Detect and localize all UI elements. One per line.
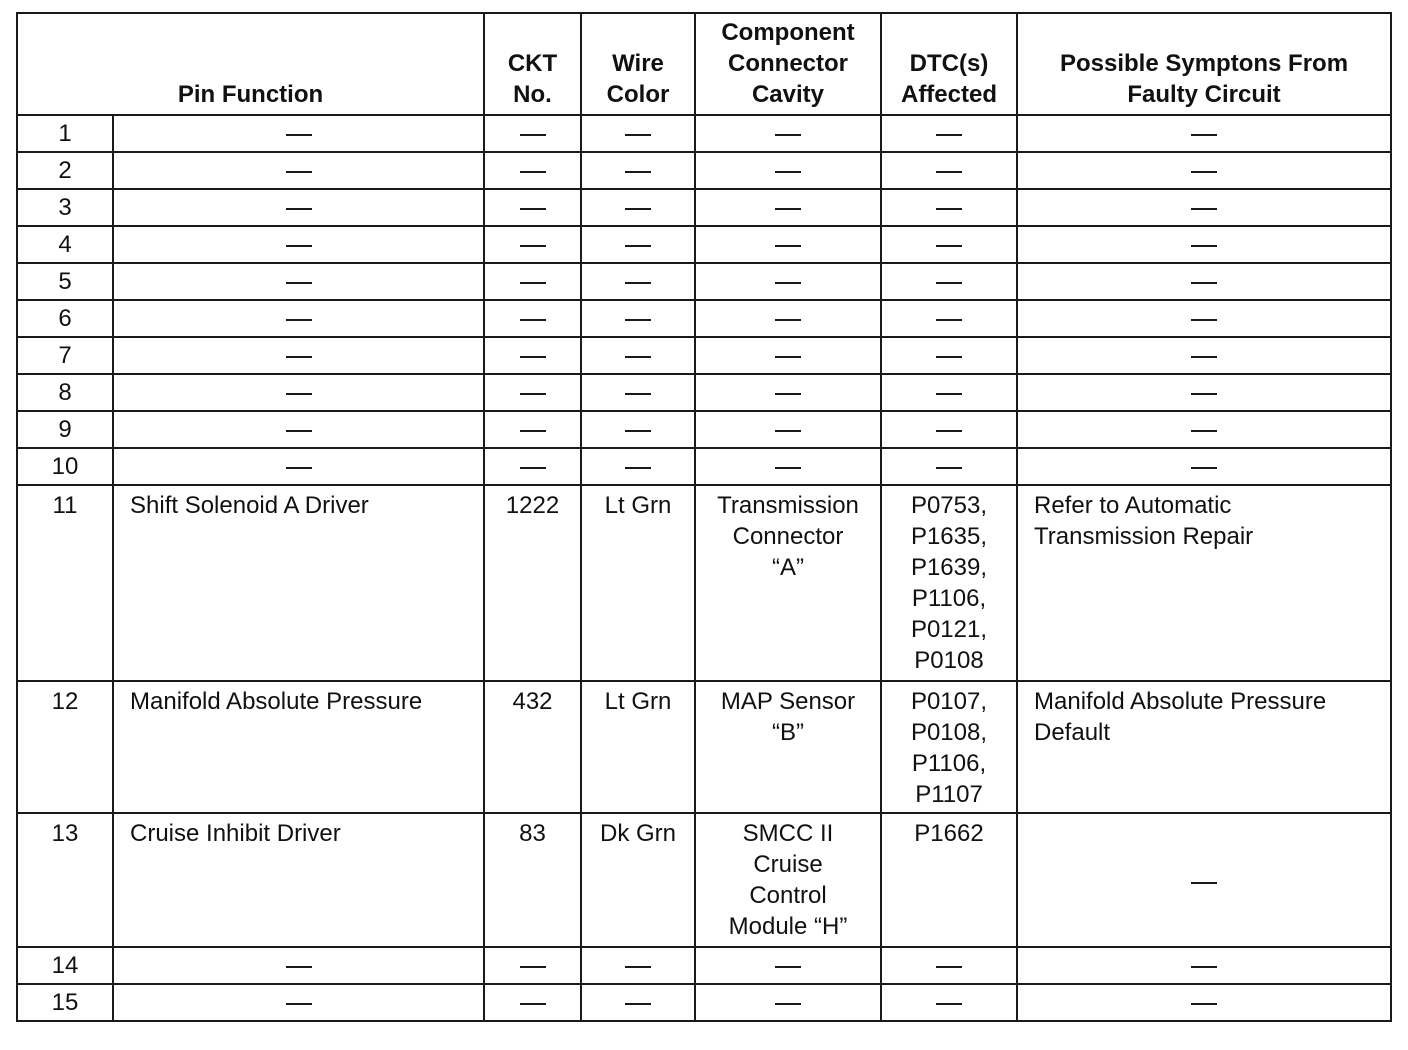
- dash-cell: [484, 337, 581, 374]
- dtc-code: P1639,: [910, 554, 988, 581]
- pin-number: 9: [17, 411, 113, 448]
- dash-cell: [881, 300, 1017, 337]
- pin-function-cell: Shift Solenoid A Driver: [113, 485, 484, 681]
- dash-mark: [936, 467, 962, 469]
- pin-number: 1: [17, 115, 113, 152]
- dash-cell: [881, 226, 1017, 263]
- header-wire-color-line: Color: [606, 81, 670, 108]
- header-pin-function: [17, 13, 484, 115]
- dtcs-cell: [881, 813, 1017, 947]
- dash-mark: [286, 134, 312, 136]
- table-body: [17, 115, 1391, 1021]
- ckt-no-cell: 83: [484, 813, 581, 947]
- pin-number: 11: [17, 485, 113, 681]
- dash-cell: [581, 189, 695, 226]
- dash-cell: [484, 374, 581, 411]
- dash-cell: [1017, 947, 1391, 984]
- pin-number: 7: [17, 337, 113, 374]
- dash-mark: [625, 282, 651, 284]
- dash-mark: [286, 356, 312, 358]
- dash-cell: [484, 115, 581, 152]
- dash-cell: [581, 226, 695, 263]
- dash-cell: [881, 947, 1017, 984]
- dash-mark: [625, 966, 651, 968]
- wire-color-cell: Lt Grn: [581, 681, 695, 813]
- dash-mark: [625, 356, 651, 358]
- dash-mark: [625, 171, 651, 173]
- table-row: [17, 189, 1391, 226]
- dash-mark: [286, 1003, 312, 1005]
- dash-cell: [1017, 152, 1391, 189]
- cavity-line: Transmission: [717, 492, 859, 519]
- dash-cell: [881, 152, 1017, 189]
- dash-cell: [113, 189, 484, 226]
- dash-mark: [1191, 208, 1217, 210]
- dash-mark: [286, 430, 312, 432]
- dash-mark: [520, 319, 546, 321]
- pin-number: 4: [17, 226, 113, 263]
- symptom-line: Refer to Automatic: [1034, 492, 1232, 519]
- dash-cell: [1017, 115, 1391, 152]
- symptom-line: Default: [1034, 719, 1111, 746]
- dash-mark: [775, 393, 801, 395]
- dash-mark: [520, 245, 546, 247]
- pin-function-table: [16, 12, 1392, 1022]
- dash-mark: [775, 134, 801, 136]
- dash-mark: [520, 134, 546, 136]
- header-pin-function-label: Pin Function: [177, 81, 324, 108]
- dash-mark: [775, 430, 801, 432]
- symptom-line: Transmission Repair: [1034, 523, 1254, 550]
- header-ckt-no: [484, 13, 581, 115]
- dash-cell: [484, 152, 581, 189]
- table-row: [17, 300, 1391, 337]
- cavity-line: SMCC II: [742, 820, 834, 847]
- ckt-no-cell: 1222: [484, 485, 581, 681]
- dash-cell: [695, 984, 881, 1021]
- dash-cell: [113, 984, 484, 1021]
- dash-cell: [881, 448, 1017, 485]
- dash-cell: [113, 226, 484, 263]
- dash-cell: [581, 115, 695, 152]
- dash-cell: [1017, 263, 1391, 300]
- wire-color-cell: Dk Grn: [581, 813, 695, 947]
- table-row: [17, 263, 1391, 300]
- dash-cell: [881, 984, 1017, 1021]
- header-ckt-no-line: No.: [513, 81, 552, 108]
- dash-cell: [881, 263, 1017, 300]
- dash-mark: [1191, 171, 1217, 173]
- pin-number: 8: [17, 374, 113, 411]
- dash-cell: [695, 300, 881, 337]
- dash-cell: [695, 226, 881, 263]
- dash-mark: [625, 208, 651, 210]
- table-row: [17, 152, 1391, 189]
- dash-cell: [484, 984, 581, 1021]
- dash-mark: [286, 966, 312, 968]
- dash-mark: [625, 430, 651, 432]
- dash-cell: [1017, 984, 1391, 1021]
- dash-cell: [695, 374, 881, 411]
- cavity-line: “B”: [772, 719, 804, 746]
- dash-mark: [1191, 134, 1217, 136]
- cavity-line: “A”: [772, 554, 804, 581]
- dash-cell: [113, 263, 484, 300]
- dash-cell: [484, 263, 581, 300]
- dash-mark: [936, 245, 962, 247]
- dash-mark: [1191, 882, 1217, 884]
- dash-mark: [1191, 319, 1217, 321]
- symptoms-cell: [1017, 813, 1391, 947]
- dash-mark: [936, 208, 962, 210]
- symptom-line: Manifold Absolute Pressure: [1034, 688, 1327, 715]
- header-ckt-no-line: CKT: [507, 50, 558, 77]
- dtc-code: P1107: [915, 781, 983, 808]
- table-row-pin-11: [17, 485, 1391, 681]
- dash-mark: [286, 393, 312, 395]
- header-dtcs-affected: [881, 13, 1017, 115]
- dash-mark: [520, 282, 546, 284]
- header-symptoms-line: Possible Symptons From: [1059, 50, 1349, 77]
- table-row: [17, 947, 1391, 984]
- dash-mark: [625, 393, 651, 395]
- dtc-code: P0108,: [910, 719, 988, 746]
- dash-cell: [695, 152, 881, 189]
- header-component-connector-cavity: [695, 13, 881, 115]
- header-symptoms-line: Faulty Circuit: [1127, 81, 1281, 108]
- dash-cell: [1017, 374, 1391, 411]
- dtc-code: P1106,: [911, 750, 987, 777]
- dash-mark: [936, 171, 962, 173]
- pin-function-cell: Manifold Absolute Pressure: [113, 681, 484, 813]
- dash-mark: [286, 319, 312, 321]
- table-row: [17, 984, 1391, 1021]
- dtcs-cell: [881, 681, 1017, 813]
- dash-cell: [581, 984, 695, 1021]
- dash-mark: [936, 356, 962, 358]
- dash-cell: [581, 947, 695, 984]
- header-possible-symptoms: [1017, 13, 1391, 115]
- pin-number: 13: [17, 813, 113, 947]
- dash-mark: [625, 134, 651, 136]
- pin-number: 6: [17, 300, 113, 337]
- dash-mark: [625, 319, 651, 321]
- dtc-code: P1662: [914, 820, 984, 847]
- dash-mark: [520, 171, 546, 173]
- dash-cell: [1017, 189, 1391, 226]
- dtc-code: P1106,: [911, 585, 987, 612]
- header-cavity-line: Component: [721, 19, 855, 46]
- dtc-code: P0108: [914, 647, 984, 674]
- dash-mark: [775, 171, 801, 173]
- cavity-line: Cruise: [753, 851, 823, 878]
- dash-mark: [1191, 245, 1217, 247]
- table-row: [17, 374, 1391, 411]
- dash-mark: [625, 467, 651, 469]
- dtc-code: P0753,: [910, 492, 988, 519]
- dash-cell: [881, 189, 1017, 226]
- dash-mark: [520, 356, 546, 358]
- table-row-pin-13: [17, 813, 1391, 947]
- dash-mark: [775, 245, 801, 247]
- dash-cell: [484, 300, 581, 337]
- dash-mark: [286, 208, 312, 210]
- dash-mark: [1191, 966, 1217, 968]
- table-row: [17, 226, 1391, 263]
- symptoms-cell: [1017, 681, 1391, 813]
- dash-cell: [1017, 448, 1391, 485]
- dash-mark: [625, 1003, 651, 1005]
- dash-cell: [581, 448, 695, 485]
- dash-cell: [113, 300, 484, 337]
- dash-cell: [1017, 226, 1391, 263]
- dash-cell: [695, 411, 881, 448]
- cavity-line: MAP Sensor: [720, 688, 856, 715]
- dash-mark: [520, 966, 546, 968]
- ckt-no-cell: 432: [484, 681, 581, 813]
- table-row: [17, 411, 1391, 448]
- wire-color-cell: Lt Grn: [581, 485, 695, 681]
- dash-cell: [695, 263, 881, 300]
- cavity-line: Module “H”: [728, 913, 848, 940]
- dash-cell: [581, 263, 695, 300]
- dash-mark: [1191, 356, 1217, 358]
- dash-cell: [581, 152, 695, 189]
- dash-mark: [936, 966, 962, 968]
- dash-cell: [484, 448, 581, 485]
- pin-number: 5: [17, 263, 113, 300]
- pin-number: 15: [17, 984, 113, 1021]
- dash-cell: [1017, 411, 1391, 448]
- table-row: [17, 115, 1391, 152]
- pin-number: 2: [17, 152, 113, 189]
- dash-cell: [695, 115, 881, 152]
- dash-mark: [1191, 467, 1217, 469]
- dash-mark: [1191, 393, 1217, 395]
- dash-mark: [775, 319, 801, 321]
- dash-cell: [113, 115, 484, 152]
- dash-cell: [113, 448, 484, 485]
- dash-mark: [775, 966, 801, 968]
- header-cavity-line: Cavity: [751, 81, 825, 108]
- dash-mark: [775, 208, 801, 210]
- pin-number: 10: [17, 448, 113, 485]
- dash-mark: [775, 282, 801, 284]
- dash-mark: [775, 1003, 801, 1005]
- symptoms-cell: [1017, 485, 1391, 681]
- pin-number: 12: [17, 681, 113, 813]
- dash-cell: [881, 411, 1017, 448]
- dash-mark: [286, 282, 312, 284]
- dash-mark: [936, 282, 962, 284]
- pin-number: 3: [17, 189, 113, 226]
- dash-cell: [484, 411, 581, 448]
- header-cavity-line: Connector: [728, 50, 848, 77]
- connector-cavity-cell: [695, 813, 881, 947]
- dash-mark: [936, 319, 962, 321]
- cavity-line: Connector: [732, 523, 844, 550]
- dash-mark: [520, 393, 546, 395]
- table-row-pin-12: [17, 681, 1391, 813]
- dtcs-cell: [881, 485, 1017, 681]
- dash-mark: [936, 1003, 962, 1005]
- connector-cavity-cell: [695, 681, 881, 813]
- dash-mark: [520, 467, 546, 469]
- dash-cell: [881, 115, 1017, 152]
- pin-table-sheet: [16, 12, 1390, 1022]
- dash-mark: [936, 430, 962, 432]
- table-row: [17, 448, 1391, 485]
- dash-cell: [881, 374, 1017, 411]
- dtc-code: P1635,: [910, 523, 988, 550]
- header-row: [17, 13, 1391, 115]
- dash-mark: [936, 134, 962, 136]
- dash-mark: [520, 208, 546, 210]
- dash-cell: [113, 947, 484, 984]
- dash-mark: [1191, 282, 1217, 284]
- dash-mark: [286, 467, 312, 469]
- dtc-code: P0121,: [910, 616, 988, 643]
- dash-cell: [113, 411, 484, 448]
- dash-mark: [286, 171, 312, 173]
- dash-mark: [936, 393, 962, 395]
- dash-mark: [520, 1003, 546, 1005]
- dash-cell: [581, 374, 695, 411]
- dash-cell: [113, 374, 484, 411]
- dash-mark: [775, 356, 801, 358]
- header-wire-color: [581, 13, 695, 115]
- dash-cell: [695, 189, 881, 226]
- dash-cell: [881, 337, 1017, 374]
- connector-cavity-cell: [695, 485, 881, 681]
- dash-mark: [520, 430, 546, 432]
- dash-cell: [484, 226, 581, 263]
- dash-cell: [113, 337, 484, 374]
- dash-cell: [1017, 337, 1391, 374]
- dash-cell: [581, 411, 695, 448]
- dash-cell: [695, 448, 881, 485]
- dash-cell: [581, 337, 695, 374]
- dash-cell: [695, 337, 881, 374]
- dash-cell: [484, 189, 581, 226]
- dash-mark: [1191, 430, 1217, 432]
- dtc-code: P0107,: [910, 688, 988, 715]
- dash-mark: [625, 245, 651, 247]
- dash-mark: [1191, 1003, 1217, 1005]
- dash-cell: [484, 947, 581, 984]
- dash-mark: [286, 245, 312, 247]
- header-dtcs-line: DTC(s): [909, 50, 989, 77]
- header-wire-color-line: Wire: [612, 50, 664, 77]
- dash-cell: [113, 152, 484, 189]
- dash-cell: [695, 947, 881, 984]
- table-row: [17, 337, 1391, 374]
- cavity-line: Control: [749, 882, 827, 909]
- dash-cell: [1017, 300, 1391, 337]
- pin-number: 14: [17, 947, 113, 984]
- dash-cell: [581, 300, 695, 337]
- pin-function-cell: Cruise Inhibit Driver: [113, 813, 484, 947]
- header-dtcs-line: Affected: [900, 81, 997, 108]
- dash-mark: [775, 467, 801, 469]
